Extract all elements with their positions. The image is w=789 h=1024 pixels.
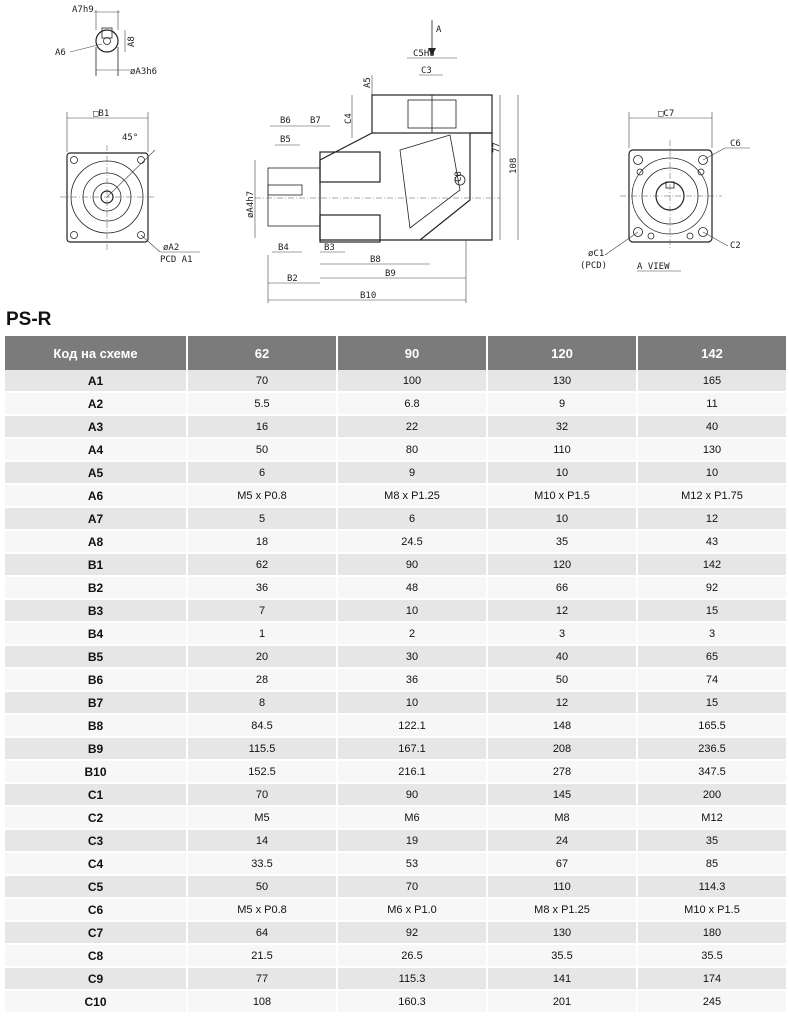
svg-text:B10: B10 bbox=[360, 291, 377, 301]
table-row bbox=[5, 899, 786, 922]
table-row bbox=[5, 876, 786, 899]
value-cell: 10 bbox=[488, 508, 636, 531]
value-cell: 12 bbox=[638, 508, 786, 531]
row-code-cell: A7 bbox=[5, 508, 186, 531]
value-cell: 65 bbox=[638, 646, 786, 669]
value-cell: 70 bbox=[188, 784, 336, 807]
row-code-cell: C10 bbox=[5, 991, 186, 1014]
value-cell: 2 bbox=[338, 623, 486, 646]
value-cell: 10 bbox=[338, 692, 486, 715]
value-cell: M5 x P0.8 bbox=[188, 899, 336, 922]
value-cell: 35.5 bbox=[638, 945, 786, 968]
row-code-cell: B4 bbox=[5, 623, 186, 646]
table-row bbox=[5, 439, 786, 462]
value-cell: 90 bbox=[338, 554, 486, 577]
value-cell: 12 bbox=[488, 692, 636, 715]
value-cell: 15 bbox=[638, 692, 786, 715]
svg-text:A6: A6 bbox=[55, 48, 66, 58]
table-row bbox=[5, 531, 786, 554]
table-row bbox=[5, 370, 786, 393]
value-cell: M8 bbox=[488, 807, 636, 830]
header-size-142: 142 bbox=[638, 336, 786, 370]
svg-text:øA4h7: øA4h7 bbox=[246, 190, 256, 218]
value-cell: 110 bbox=[488, 439, 636, 462]
table-row bbox=[5, 577, 786, 600]
svg-text:A5: A5 bbox=[363, 77, 373, 88]
value-cell: 21.5 bbox=[188, 945, 336, 968]
value-cell: 18 bbox=[188, 531, 336, 554]
value-cell: 70 bbox=[338, 876, 486, 899]
value-cell: 90 bbox=[338, 784, 486, 807]
value-cell: 92 bbox=[638, 577, 786, 600]
value-cell: 9 bbox=[488, 393, 636, 416]
value-cell: 50 bbox=[188, 876, 336, 899]
row-code-cell: C1 bbox=[5, 784, 186, 807]
value-cell: 66 bbox=[488, 577, 636, 600]
value-cell: 32 bbox=[488, 416, 636, 439]
value-cell: M8 x P1.25 bbox=[488, 899, 636, 922]
table-body bbox=[5, 370, 786, 1014]
value-cell: 115.5 bbox=[188, 738, 336, 761]
row-code-cell: B6 bbox=[5, 669, 186, 692]
side-section-view bbox=[246, 20, 519, 303]
value-cell: 130 bbox=[488, 922, 636, 945]
value-cell: 6.8 bbox=[338, 393, 486, 416]
value-cell: 62 bbox=[188, 554, 336, 577]
value-cell: 53 bbox=[338, 853, 486, 876]
value-cell: 236.5 bbox=[638, 738, 786, 761]
front-flange-view bbox=[60, 109, 200, 265]
header-size-62: 62 bbox=[188, 336, 336, 370]
row-code-cell: A5 bbox=[5, 462, 186, 485]
value-cell: 165 bbox=[638, 370, 786, 393]
value-cell: 3 bbox=[488, 623, 636, 646]
value-cell: 110 bbox=[488, 876, 636, 899]
value-cell: 35 bbox=[638, 830, 786, 853]
svg-text:PCD A1: PCD A1 bbox=[160, 255, 193, 265]
svg-text:C6: C6 bbox=[730, 139, 741, 149]
header-code: Код на схеме bbox=[5, 336, 186, 370]
value-cell: 22 bbox=[338, 416, 486, 439]
table-row bbox=[5, 830, 786, 853]
table-row bbox=[5, 784, 786, 807]
value-cell: M12 x P1.75 bbox=[638, 485, 786, 508]
row-code-cell: C9 bbox=[5, 968, 186, 991]
svg-text:B2: B2 bbox=[287, 274, 298, 284]
value-cell: 20 bbox=[188, 646, 336, 669]
value-cell: 67 bbox=[488, 853, 636, 876]
table-row bbox=[5, 991, 786, 1014]
value-cell: 165.5 bbox=[638, 715, 786, 738]
value-cell: 180 bbox=[638, 922, 786, 945]
value-cell: 50 bbox=[488, 669, 636, 692]
value-cell: 15 bbox=[638, 600, 786, 623]
table-row bbox=[5, 508, 786, 531]
svg-text:øA3h6: øA3h6 bbox=[130, 67, 158, 77]
value-cell: 114.3 bbox=[638, 876, 786, 899]
value-cell: 7 bbox=[188, 600, 336, 623]
value-cell: 208 bbox=[488, 738, 636, 761]
svg-text:B5: B5 bbox=[280, 135, 291, 145]
value-cell: 28 bbox=[188, 669, 336, 692]
svg-text:C2: C2 bbox=[730, 241, 741, 251]
row-code-cell: A8 bbox=[5, 531, 186, 554]
value-cell: 347.5 bbox=[638, 761, 786, 784]
svg-text:B4: B4 bbox=[278, 243, 289, 253]
value-cell: 5 bbox=[188, 508, 336, 531]
value-cell: 278 bbox=[488, 761, 636, 784]
value-cell: 152.5 bbox=[188, 761, 336, 784]
row-code-cell: C7 bbox=[5, 922, 186, 945]
value-cell: 12 bbox=[488, 600, 636, 623]
value-cell: 160.3 bbox=[338, 991, 486, 1014]
svg-text:B9: B9 bbox=[385, 269, 396, 279]
value-cell: 1 bbox=[188, 623, 336, 646]
value-cell: 77 bbox=[188, 968, 336, 991]
header-size-120: 120 bbox=[488, 336, 636, 370]
table-row bbox=[5, 945, 786, 968]
row-code-cell: B3 bbox=[5, 600, 186, 623]
header-size-90: 90 bbox=[338, 336, 486, 370]
value-cell: 167.1 bbox=[338, 738, 486, 761]
svg-text:□B1: □B1 bbox=[93, 109, 110, 119]
value-cell: 141 bbox=[488, 968, 636, 991]
value-cell: 36 bbox=[338, 669, 486, 692]
table-row bbox=[5, 761, 786, 784]
row-code-cell: C3 bbox=[5, 830, 186, 853]
row-code-cell: B5 bbox=[5, 646, 186, 669]
value-cell: 26.5 bbox=[338, 945, 486, 968]
value-cell: 64 bbox=[188, 922, 336, 945]
value-cell: 70 bbox=[188, 370, 336, 393]
value-cell: 145 bbox=[488, 784, 636, 807]
svg-text:A7h9: A7h9 bbox=[72, 5, 94, 15]
value-cell: 36 bbox=[188, 577, 336, 600]
svg-text:B7: B7 bbox=[310, 116, 321, 126]
value-cell: 100 bbox=[338, 370, 486, 393]
value-cell: 200 bbox=[638, 784, 786, 807]
table-row bbox=[5, 738, 786, 761]
svg-text:A8: A8 bbox=[127, 36, 137, 47]
svg-text:C4: C4 bbox=[344, 113, 354, 124]
svg-text:(PCD): (PCD) bbox=[580, 261, 608, 271]
row-code-cell: A6 bbox=[5, 485, 186, 508]
value-cell: 40 bbox=[638, 416, 786, 439]
table-row bbox=[5, 600, 786, 623]
value-cell: M5 bbox=[188, 807, 336, 830]
value-cell: 19 bbox=[338, 830, 486, 853]
value-cell: 148 bbox=[488, 715, 636, 738]
row-code-cell: B8 bbox=[5, 715, 186, 738]
value-cell: 16 bbox=[188, 416, 336, 439]
row-code-cell: C8 bbox=[5, 945, 186, 968]
value-cell: 30 bbox=[338, 646, 486, 669]
svg-text:C5H8: C5H8 bbox=[413, 49, 435, 59]
row-code-cell: B9 bbox=[5, 738, 186, 761]
value-cell: 8 bbox=[188, 692, 336, 715]
value-cell: 245 bbox=[638, 991, 786, 1014]
value-cell: 120 bbox=[488, 554, 636, 577]
value-cell: 50 bbox=[188, 439, 336, 462]
row-code-cell: C6 bbox=[5, 899, 186, 922]
svg-text:B3: B3 bbox=[324, 243, 335, 253]
value-cell: M6 x P1.0 bbox=[338, 899, 486, 922]
value-cell: 11 bbox=[638, 393, 786, 416]
row-code-cell: A1 bbox=[5, 370, 186, 393]
row-code-cell: B7 bbox=[5, 692, 186, 715]
value-cell: 24.5 bbox=[338, 531, 486, 554]
value-cell: M12 bbox=[638, 807, 786, 830]
value-cell: 35 bbox=[488, 531, 636, 554]
svg-text:øC1: øC1 bbox=[588, 249, 605, 259]
svg-text:øA2: øA2 bbox=[163, 243, 180, 253]
svg-text:A: A bbox=[436, 25, 442, 35]
value-cell: 216.1 bbox=[338, 761, 486, 784]
value-cell: 201 bbox=[488, 991, 636, 1014]
table-row bbox=[5, 922, 786, 945]
value-cell: 10 bbox=[488, 462, 636, 485]
value-cell: M6 bbox=[338, 807, 486, 830]
spec-table bbox=[3, 336, 788, 1014]
table-row bbox=[5, 462, 786, 485]
table-row bbox=[5, 393, 786, 416]
table-row bbox=[5, 554, 786, 577]
svg-text:45°: 45° bbox=[122, 133, 139, 143]
table-row bbox=[5, 416, 786, 439]
value-cell: 9 bbox=[338, 462, 486, 485]
svg-text:A VIEW: A VIEW bbox=[637, 262, 670, 272]
technical-drawing bbox=[0, 0, 789, 305]
value-cell: M10 x P1.5 bbox=[488, 485, 636, 508]
value-cell: 33.5 bbox=[188, 853, 336, 876]
value-cell: M8 x P1.25 bbox=[338, 485, 486, 508]
value-cell: 74 bbox=[638, 669, 786, 692]
table-row bbox=[5, 807, 786, 830]
row-code-cell: B10 bbox=[5, 761, 186, 784]
row-code-cell: C4 bbox=[5, 853, 186, 876]
value-cell: 10 bbox=[338, 600, 486, 623]
table-header-row bbox=[5, 336, 786, 370]
row-code-cell: B2 bbox=[5, 577, 186, 600]
value-cell: 3 bbox=[638, 623, 786, 646]
value-cell: 35.5 bbox=[488, 945, 636, 968]
value-cell: 84.5 bbox=[188, 715, 336, 738]
shaft-end-detail bbox=[55, 5, 157, 77]
value-cell: 142 bbox=[638, 554, 786, 577]
value-cell: M10 x P1.5 bbox=[638, 899, 786, 922]
table-row bbox=[5, 646, 786, 669]
value-cell: 6 bbox=[188, 462, 336, 485]
row-code-cell: A2 bbox=[5, 393, 186, 416]
svg-text:77: 77 bbox=[492, 142, 502, 153]
value-cell: 85 bbox=[638, 853, 786, 876]
table-row bbox=[5, 715, 786, 738]
table-row bbox=[5, 623, 786, 646]
table-row bbox=[5, 968, 786, 991]
value-cell: 24 bbox=[488, 830, 636, 853]
value-cell: 115.3 bbox=[338, 968, 486, 991]
value-cell: 92 bbox=[338, 922, 486, 945]
model-title: PS-R bbox=[6, 309, 52, 330]
row-code-cell: A4 bbox=[5, 439, 186, 462]
value-cell: 130 bbox=[488, 370, 636, 393]
svg-text:108: 108 bbox=[509, 157, 519, 174]
row-code-cell: C2 bbox=[5, 807, 186, 830]
row-code-cell: A3 bbox=[5, 416, 186, 439]
value-cell: 14 bbox=[188, 830, 336, 853]
value-cell: 5.5 bbox=[188, 393, 336, 416]
table-row bbox=[5, 485, 786, 508]
svg-text:C8: C8 bbox=[454, 171, 464, 182]
value-cell: 108 bbox=[188, 991, 336, 1014]
row-code-cell: C5 bbox=[5, 876, 186, 899]
value-cell: 48 bbox=[338, 577, 486, 600]
value-cell: 43 bbox=[638, 531, 786, 554]
svg-text:C3: C3 bbox=[421, 66, 432, 76]
table-row bbox=[5, 669, 786, 692]
a-view bbox=[580, 109, 750, 272]
value-cell: 174 bbox=[638, 968, 786, 991]
value-cell: 130 bbox=[638, 439, 786, 462]
value-cell: 122.1 bbox=[338, 715, 486, 738]
table-row bbox=[5, 853, 786, 876]
table-row bbox=[5, 692, 786, 715]
row-code-cell: B1 bbox=[5, 554, 186, 577]
value-cell: 80 bbox=[338, 439, 486, 462]
svg-text:□C7: □C7 bbox=[658, 109, 675, 119]
svg-text:B8: B8 bbox=[370, 255, 381, 265]
value-cell: M5 x P0.8 bbox=[188, 485, 336, 508]
value-cell: 40 bbox=[488, 646, 636, 669]
value-cell: 6 bbox=[338, 508, 486, 531]
svg-text:B6: B6 bbox=[280, 116, 291, 126]
value-cell: 10 bbox=[638, 462, 786, 485]
